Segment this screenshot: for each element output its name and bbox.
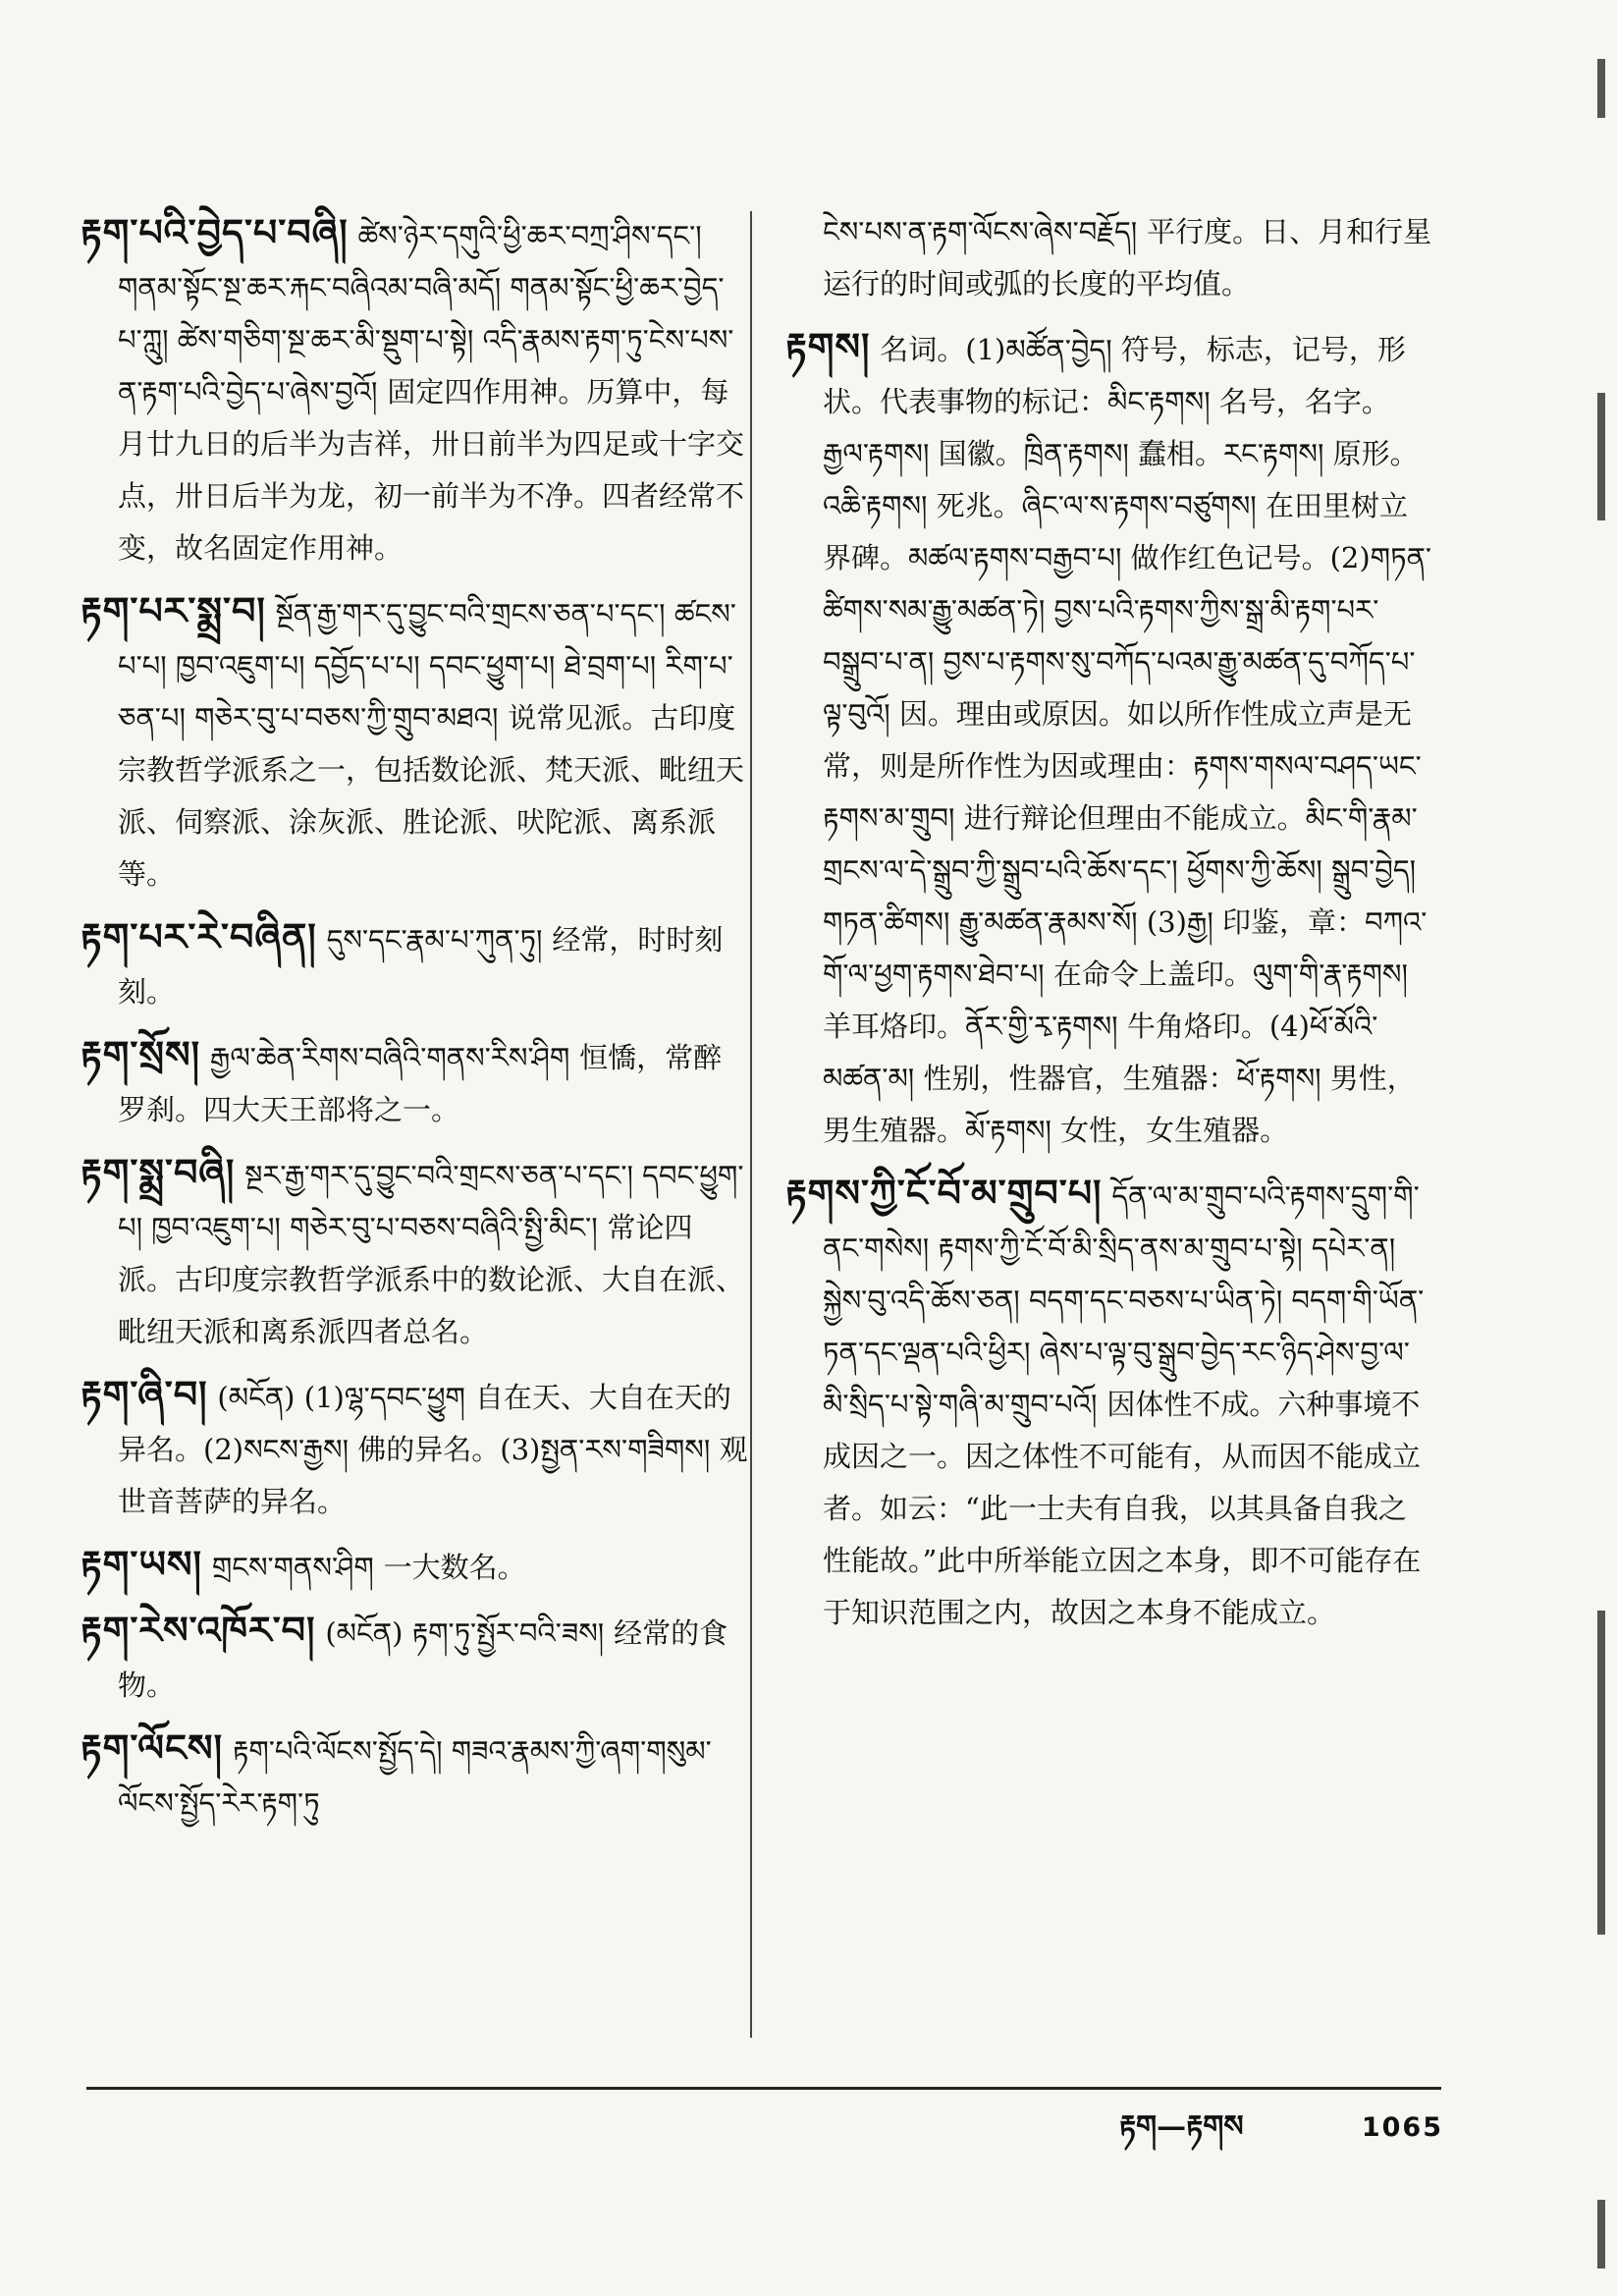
entry-chinese: 常论四派。古印度宗教哲学派系中的数论派、大自在派、毗纽天派和离系派四者总名。 [118, 1211, 745, 1348]
left-column [81, 206, 748, 1839]
entry-tibetan: ཚེས་ཉེར་དགུའི་ཕྱི་ཆར་བཀྲ་ཤིས་དང་། གནམ་སྟོང་སྔ་ཆར་རྐང་བཞིའམ་བཞི་མདོ། གནམ་སྟོང་ཕྱི་ཆར་བྱེད་པ་ཀླུ། ཚེས་གཅིག་སྔ་ཆར་མི་སྡུག་པ་སྟེ། འདི་རྣམས་རྟག་ཏུ་ངེས་པས་ན་རྟག་པའི་བྱེད་པ་ཞེས་བྱའོ། [118, 219, 734, 409]
entry-headword: རྟགས། [785, 324, 871, 368]
entry-tibetan: སྔོན་རྒྱ་གར་དུ་བྱུང་བའི་གྲངས་ཅན་པ་དང་། ཚངས་པ་པ། ཁྱབ་འཇུག་པ། དབྱོད་པ་པ། དབང་ཕྱུག་པ། ཐེ་བྲག་པ། རིག་པ་ཅན་པ། གཅེར་བུ་པ་བཅས་ཀྱི་གྲུབ་མཐའ། [118, 597, 736, 735]
scan-edge-mark [1597, 59, 1605, 118]
entry-tibetan: རྟག་པའི་ལོངས་སྤྱོད་དེ། གཟའ་རྣམས་ཀྱི་ཞག་གསུམ་ལོངས་སྤྱོད་རེར་རྟག་ཏུ [118, 1734, 712, 1820]
entry [81, 1722, 748, 1830]
entry-chinese: 平行度。日、月和行星运行的时间或弧的长度的平均值。 [823, 215, 1432, 301]
entry-chinese: 一大数名。 [383, 1551, 526, 1584]
entry-tibetan: གྲངས་གནས་ཤིག [211, 1551, 374, 1584]
entry-headword: རྟག་སྲོས། [81, 1032, 201, 1076]
footer-rule [86, 2087, 1441, 2090]
entry-headword: རྟག་ཡས། [81, 1542, 202, 1586]
entry-chinese: 说常见派。古印度宗教哲学派系之一，包括数论派、梵天派、毗纽天派、伺察派、涂灰派、胜论派、吠陀派、离系派等。 [118, 701, 745, 891]
entry-chinese: 固定四作用神。历算中，每月廿九日的后半为吉祥，卅日前半为四足或十字交点，卅日后半为龙，初一前半为不净。四者经常不变，故名固定作用神。 [118, 375, 745, 565]
entry [81, 1604, 748, 1712]
entry [81, 206, 748, 574]
entry-tibetan: (མངོན) རྟག་ཏུ་སྤྱོར་བའི་ཟས། [325, 1616, 605, 1650]
entry [81, 584, 748, 901]
page-footer [1119, 2094, 1443, 2176]
entry [81, 1146, 748, 1358]
entry-continuation [785, 206, 1433, 310]
entry-headword: རྟག་པའི་བྱེད་པ་བཞི། [81, 210, 349, 254]
entry-headword: རྟག་པར་སྨྲ་བ། [81, 588, 266, 632]
entry [81, 1028, 748, 1136]
entry-chinese: 恒憍，常醉罗刹。四大天王部将之一。 [118, 1041, 723, 1126]
page-number: 1065 [1361, 2112, 1443, 2143]
entry [81, 910, 748, 1018]
entry-chinese: 经常的食物。 [118, 1616, 728, 1702]
scan-edge-mark [1597, 1611, 1605, 1935]
entry-tibetan: སྔར་རྒྱ་གར་དུ་བྱུང་བའི་གྲངས་ཅན་པ་དང་། དབང་ཕྱུག་པ། ཁྱབ་འཇུག་པ། གཅེར་བུ་པ་བཅས་བཞིའི་སྤྱི་མིང་། [118, 1159, 744, 1244]
entry-tibetan: ངེས་པས་ན་རྟག་ལོངས་ཞེས་བརྗོད། [823, 215, 1138, 248]
entry-headword: རྟག་རེས་འཁོར་བ། [81, 1608, 316, 1652]
scan-edge-mark [1597, 393, 1605, 520]
entry-headword: རྟགས་ཀྱི་ངོ་བོ་མ་གྲུབ་པ། [785, 1171, 1103, 1215]
entry-tibetan: དུས་དང་རྣམ་པ་ཀུན་ཏུ། [326, 923, 543, 957]
right-column [785, 206, 1433, 1649]
entry-chinese: 因体性不成。六种事境不成因之一。因之体性不可能有，从而因不能成立者。如云：“此一士夫有自我，以其具备自我之性能故。”此中所举能立因之本身，即不可能存在于知识范围之内，故因之本身不能成立。 [823, 1388, 1422, 1629]
entry [81, 1538, 748, 1594]
entry-chinese: 自在天、大自在天的异名。(2)སངས་རྒྱས། 佛的异名。(3)སྤྱན་རས་གཟིགས། 观世音菩萨的异名。 [118, 1381, 748, 1518]
entry-headword: རྟག་སྨྲ་བཞི། [81, 1150, 236, 1194]
entry [785, 1167, 1433, 1639]
column-divider [750, 211, 752, 2038]
entry-headword: རྟག་ཞི་བ། [81, 1372, 208, 1416]
entry-tibetan: རྒྱལ་ཆེན་རིགས་བཞིའི་གནས་རིས་ཤིག [209, 1041, 570, 1074]
entry-headword: རྟག་ལོངས། [81, 1725, 224, 1770]
headword-range: རྟག—རྟགས [1119, 2109, 1244, 2144]
entry-tibetan: (མངོན) (1)ལྷ་དབང་ཕྱུག [217, 1381, 465, 1414]
entry-chinese: 经常，时时刻刻。 [118, 923, 724, 1009]
entry [785, 320, 1433, 1157]
entry-chinese: 名词。(1)མཚོན་བྱེད། 符号，标志，记号，形状。代表事物的标记：མིང་རྟགས། 名号，名字。རྒྱལ་རྟགས། 国徽。ཁྲིན་རྟགས། 蠢相。རང་རྟགས། 原形。འཆི་རྟགས། 死兆。ཞིང་ལ་ས་རྟགས་བཙུགས། 在田里树立界碑。མཚལ་རྟགས་བརྒྱབ་པ། 做作红色记号。(2)གཏན་ཚིགས་སམ་རྒྱུ་མཚན་ཏེ། བྱས་པའི་རྟགས་ཀྱིས་སྒྲ་མི་རྟག་པར་བསྒྲུབ་པ་ན། བྱས་པ་རྟགས་སུ་བཀོད་པའམ་རྒྱུ་མཚན་དུ་བཀོད་པ་ལྟ་བུའོ། 因。理由或原因。如以所作性成立声是无常，则是所作性为因或理由：རྟགས་གསལ་བཤད་ཡང་རྟགས་མ་གྲུབ། 进行辩论但理由不能成立。མིང་གི་རྣམ་གྲངས་ལ་དེ་སྒྲུབ་ཀྱི་སྒྲུབ་པའི་ཆོས་དང་། ཕྱོགས་ཀྱི་ཆོས། སྒྲུབ་བྱེད། གཏན་ཚིགས། རྒྱུ་མཚན་རྣམས་སོ། (3)རྒྱ། 印鉴，章：བཀའ་གོ་ལ་ཕྱག་རྟགས་ཐེབ་པ། 在命令上盖印。ལུག་གི་རྣ་རྟགས། 羊耳烙印。ནོར་གྱི་རྭ་རྟགས། 牛角烙印。(4)ཕོ་མོའི་མཚན་མ། 性别，性器官，生殖器：ཕོ་རྟགས། 男性，男生殖器。མོ་རྟགས། 女性，女生殖器。 [823, 333, 1432, 1147]
scan-edge-mark [1597, 2200, 1605, 2269]
entry-tibetan: དོན་ལ་མ་གྲུབ་པའི་རྟགས་དྲུག་གི་ནང་གསེས། རྟགས་ཀྱི་ངོ་བོ་མི་སྲིད་ནས་མ་གྲུབ་པ་སྟེ། དཔེར་ན། སྐྱེས་བུ་འདི་ཆོས་ཅན། བདག་དང་བཅས་པ་ཡིན་ཏེ། བདག་གི་ཡོན་ཏན་དང་ལྡན་པའི་ཕྱིར། ཞེས་པ་ལྟ་བུ་སྒྲུབ་བྱེད་རང་ཉིད་ཤེས་བྱ་ལ་མི་སྲིད་པ་སྟེ་གཞི་མ་གྲུབ་པའོ། [823, 1179, 1425, 1421]
entry [81, 1368, 748, 1528]
entry-headword: རྟག་པར་རེ་བཞིན། [81, 914, 317, 958]
